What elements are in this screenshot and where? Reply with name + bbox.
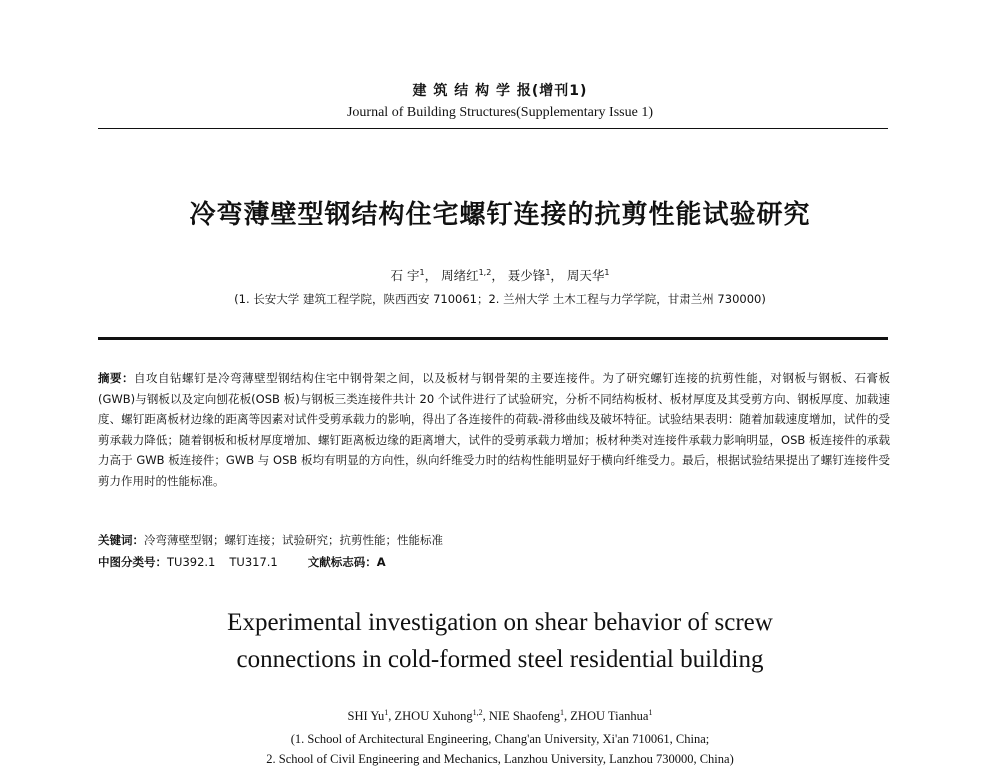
author-name: 周绪红 xyxy=(441,268,479,283)
header-divider xyxy=(98,128,888,129)
author-affil-mark: 1,2 xyxy=(478,267,492,277)
author-name: ZHOU Xuhong xyxy=(394,709,473,723)
affiliation-en: (1. School of Architectural Engineering, Chang'an University, Xi'an 710061, China; xyxy=(290,732,710,746)
abstract-cn xyxy=(98,368,890,491)
author-name: SHI Yu xyxy=(347,709,385,723)
author-affil-mark: 1 xyxy=(648,707,653,717)
paper-title-en xyxy=(0,604,1000,678)
author-name: NIE Shaofeng xyxy=(488,709,561,723)
abstract-label: 摘要： xyxy=(98,371,135,385)
journal-name-cn: 建 筑 结 构 学 报(增刊1) xyxy=(412,83,588,99)
affiliation-en-2: 2. School of Civil Engineering and Mechanics, Lanzhou University, Lanzhou 730000, China) xyxy=(266,752,734,766)
document-code-label: 文献标志码： xyxy=(307,555,377,569)
author-affil-mark: 1,2 xyxy=(472,707,483,717)
keywords-label: 关键词： xyxy=(98,533,144,547)
title-en-line: connections in cold-formed steel residential building xyxy=(236,646,764,673)
keywords-text: 冷弯薄壁型钢；螺钉连接；试验研究；抗剪性能；性能标准 xyxy=(144,533,443,547)
classification-label: 中图分类号： xyxy=(98,555,167,569)
journal-name-en: Journal of Building Structures(Supplementary Issue 1) xyxy=(346,105,653,120)
affiliation-cn: (1. 长安大学 建筑工程学院，陕西西安 710061；2. 兰州大学 土木工程与力学学院，甘肃兰州 730000) xyxy=(234,292,766,306)
keywords-cn xyxy=(98,532,443,548)
abstract-text: 自攻自钻螺钉是冷弯薄壁型钢结构住宅中钢骨架之间，以及板材与钢骨架的主要连接件。为了研究螺钉连接的抗剪性能，对钢板与钢板、石膏板(GWB)与钢板以及定向刨花板(OSB 板)与钢板三类连接件共计 20 个试件进行了试验研究，分析不同结构板材、板材厚度及其受剪方向、钢板厚度、加载速度、螺钉距离板材边缘的距离等因素对试件受剪承载力的影响，得出了各连接件的荷载-滑移曲线及破坏特征。试验结果表明：随着加载速度增加，试件的受剪承载力降低；随着钢板和板材厚度增加、螺钉距离板边缘的距离增大，试件的受剪承载力增加；板材种类对连接件承载力影响明显，OSB 板连接件的承载力高于 GWB 板连接件；GWB 与 OSB 板均有明显的方向性，纵向纤维受力时的结构性能明显好于横向纤维受力。最后，根据试验结果提出了螺钉连接件受剪力作用时的性能标准。 xyxy=(98,371,891,488)
classification-line xyxy=(98,554,386,570)
author-name: ZHOU Tianhua xyxy=(570,709,649,723)
paper-title-cn: 冷弯薄壁型钢结构住宅螺钉连接的抗剪性能试验研究 xyxy=(189,200,811,230)
author-affil-mark: 1 xyxy=(560,707,565,717)
document-code: A xyxy=(376,555,386,569)
classification-code: TU317.1 xyxy=(229,555,278,569)
author-affil-mark: 1 xyxy=(604,267,610,277)
author-list-cn: 石 宇$^1$， 周绪红$^{1,2}$， 聂少锋$^1$， 周天华$^1$ xyxy=(390,267,610,283)
author-affil-mark: 1 xyxy=(419,267,425,277)
author-name: 石 宇 xyxy=(390,268,420,283)
section-divider xyxy=(98,337,888,340)
author-list-en: SHI Yu$^1$, ZHOU Xuhong$^{1,2}$, NIE Shaofeng$^1$, ZHOU Tianhua$^1$ xyxy=(347,707,653,723)
classification-code: TU392.1 xyxy=(167,555,216,569)
author-affil-mark: 1 xyxy=(384,707,389,717)
author-affil-mark: 1 xyxy=(545,267,551,277)
author-name: 聂少锋 xyxy=(507,268,546,283)
title-en-line: Experimental investigation on shear behavior of screw xyxy=(227,609,773,636)
author-name: 周天华 xyxy=(566,268,605,283)
